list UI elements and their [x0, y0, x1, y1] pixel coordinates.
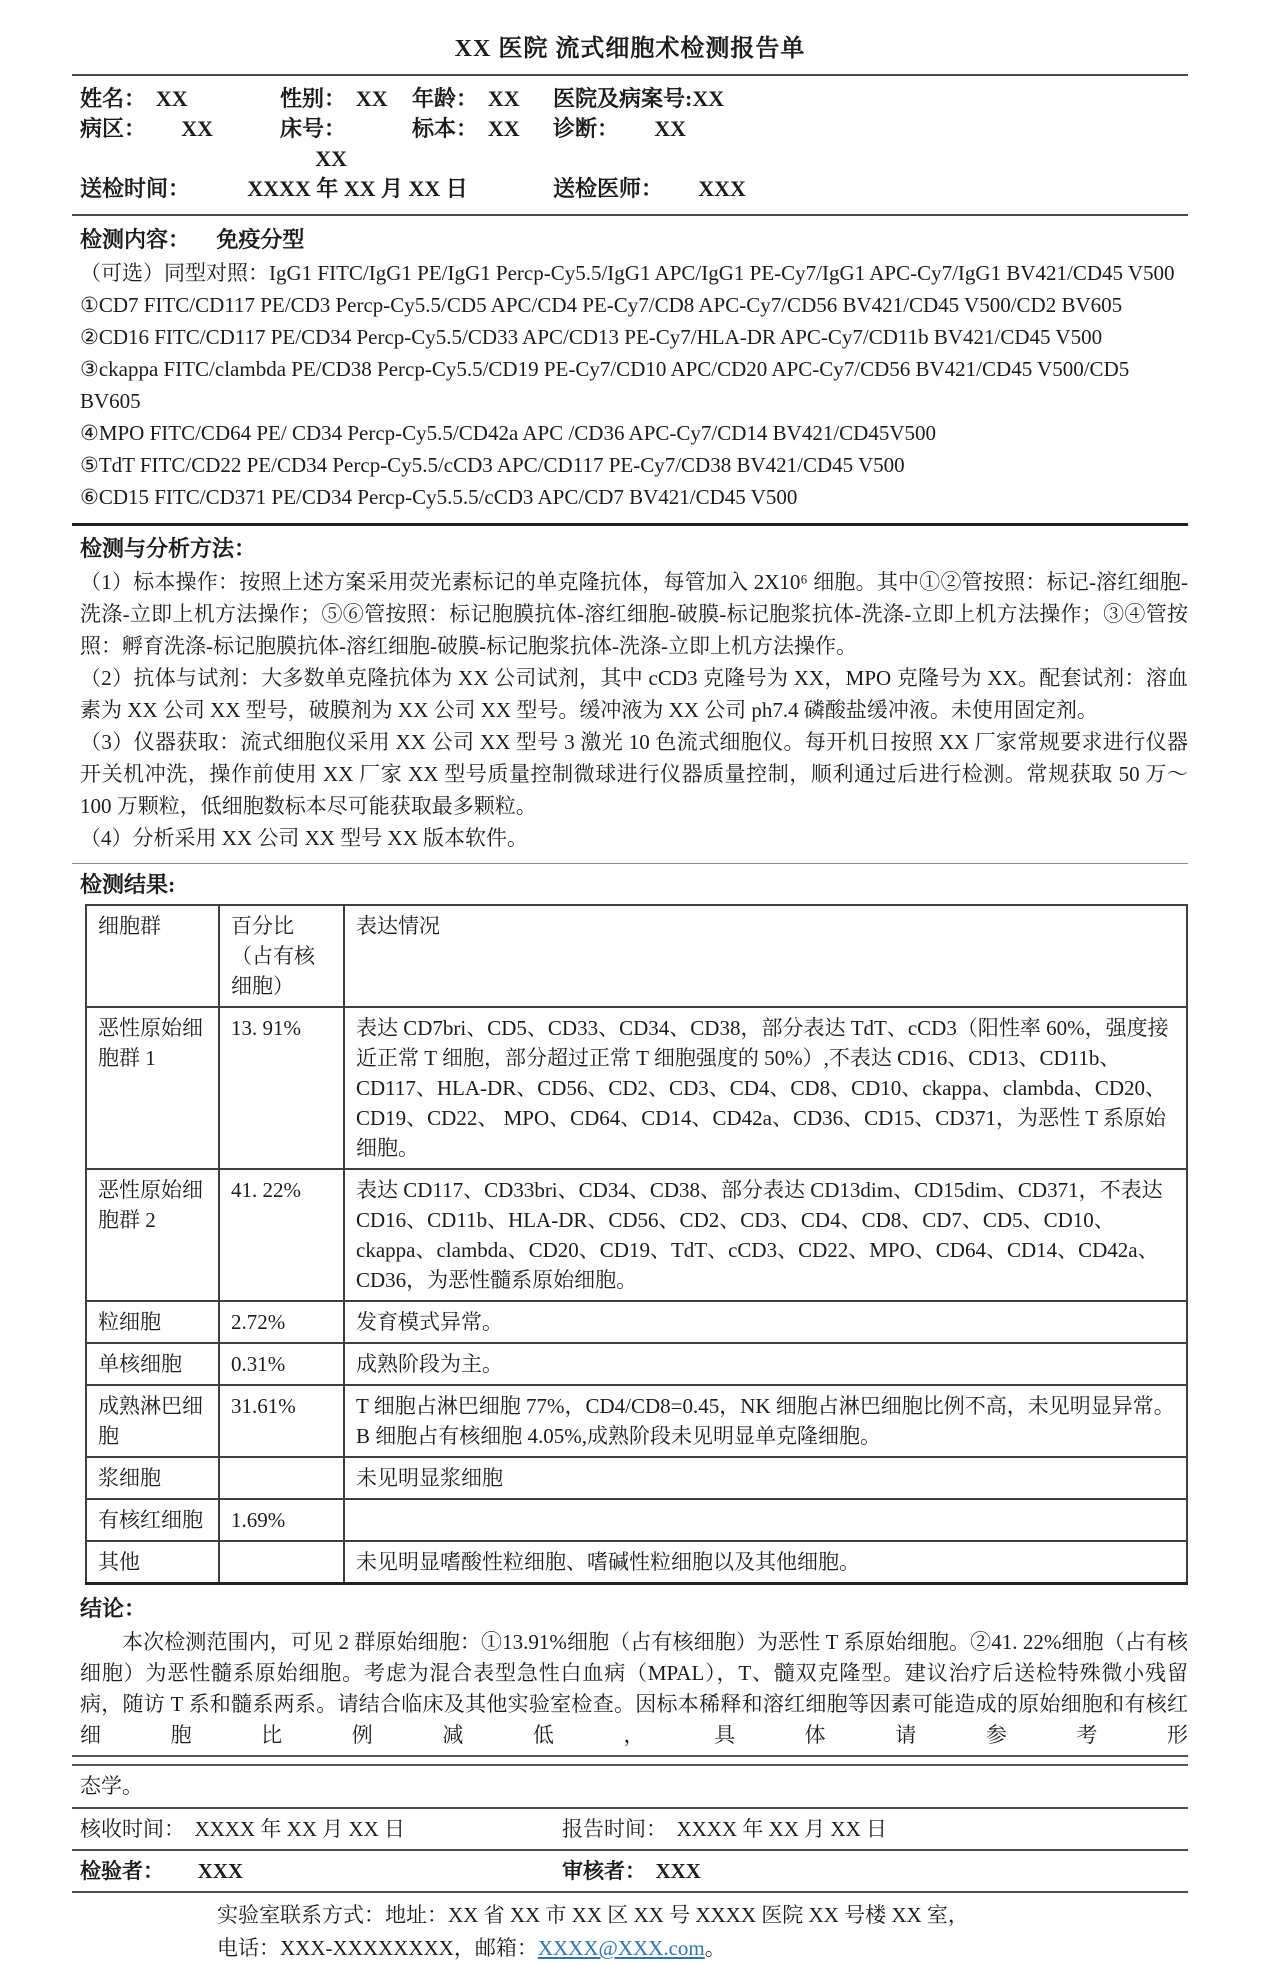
ward-label: 病区： — [80, 116, 147, 141]
send-time-value: XXXX 年 XX 月 XX 日 — [247, 176, 468, 201]
test-content-section — [72, 216, 1188, 523]
bed-value: XX — [315, 146, 347, 171]
contact-phone-line — [217, 1932, 1188, 1965]
times-row — [72, 1809, 1188, 1849]
methods-heading: 检测与分析方法： — [80, 536, 257, 561]
conclusion-heading: 结论： — [80, 1596, 147, 1621]
results-table — [85, 904, 1188, 1585]
results-header-row — [86, 905, 1187, 1007]
age-value: XX — [487, 86, 520, 111]
ward-value: XX — [181, 116, 213, 141]
contact-phone-prefix: 电话：XXX-XXXXXXXX，邮箱： — [217, 1936, 538, 1960]
panel-line-3: ③ckappa FITC/clambda PE/CD38 Percp-Cy5.5/CD19 PE-Cy7/CD10 APC/CD20 APC-Cy7/CD56 BV421/CD45 V500/CD5 BV605 — [80, 357, 1130, 413]
send-time-field — [80, 174, 553, 204]
send-time-label: 送检时间： — [80, 176, 191, 201]
diagnosis-label: 诊断： — [553, 116, 620, 141]
send-doctor-field — [553, 174, 1188, 204]
group-cell: 有核红细胞 — [86, 1499, 219, 1541]
panel-line-2: ②CD16 FITC/CD117 PE/CD34 Percp-Cy5.5/CD33 APC/CD13 PE-Cy7/HLA-DR APC-Cy7/CD11b BV421/CD45 V500 — [80, 325, 1103, 349]
group-cell: 粒细胞 — [86, 1301, 219, 1343]
examiner-field — [80, 1857, 562, 1885]
group-cell: 浆细胞 — [86, 1457, 219, 1499]
reviewer-value: XXX — [655, 1859, 701, 1883]
name-value: XX — [155, 86, 188, 111]
specimen-value: XX — [487, 116, 520, 141]
divider-above-results — [72, 863, 1188, 864]
table-row — [86, 1007, 1187, 1169]
patient-row-3 — [80, 174, 1188, 204]
hospital-no-field — [553, 84, 1188, 114]
group-cell: 单核细胞 — [86, 1343, 219, 1385]
expression-cell: 未见明显浆细胞 — [344, 1457, 1187, 1499]
reviewer-label: 审核者： — [562, 1859, 646, 1883]
percent-cell: 41. 22% — [219, 1169, 344, 1301]
expression-cell: 未见明显嗜酸性粒细胞、嗜碱性粒细胞以及其他细胞。 — [344, 1541, 1187, 1584]
header-cell-expression: 表达情况 — [344, 905, 1187, 1007]
method-paragraph-3: （3）仪器获取：流式细胞仪采用 XX 公司 XX 型号 3 激光 10 色流式细胞仪。每开机日按照 XX 厂家常规要求进行仪器开关机冲洗，操作前使用 XX 厂家 XX 型号质量控制微球进行仪器质量控制，顺利通过后进行检测。常规获取 50 万～100 万颗粒，低细胞数标本尽可能获取最多颗粒。 — [80, 730, 1188, 818]
gender-value: XX — [355, 86, 388, 111]
panel-line-4: ④MPO FITC/CD64 PE/ CD34 Percp-Cy5.5/CD42a APC /CD36 APC-Cy7/CD14 BV421/CD45V500 — [80, 421, 937, 445]
test-content-label: 检测内容： — [80, 227, 191, 252]
expression-cell: T 细胞占淋巴细胞 77%，CD4/CD8=0.45，NK 细胞占淋巴细胞比例不高，未见明显异常。B 细胞占有核细胞 4.05%,成熟阶段未见明显单克隆细胞。 — [344, 1385, 1187, 1457]
page-title: XX 医院 流式细胞术检测报告单 — [454, 36, 806, 62]
conclusion-tail: 态学。 — [80, 1774, 143, 1798]
gender-label: 性别： — [280, 86, 347, 111]
name-label: 姓名： — [80, 86, 147, 111]
table-row — [86, 1385, 1187, 1457]
expression-cell — [344, 1499, 1187, 1541]
email-link[interactable]: XXXX@XXX.com — [537, 1936, 705, 1960]
reviewer-field — [562, 1857, 1188, 1885]
receive-time-field — [80, 1815, 562, 1843]
hospital-no-value: XX — [692, 86, 725, 111]
name-field — [80, 84, 280, 114]
receive-time-value: XXXX 年 XX 月 XX 日 — [194, 1817, 406, 1841]
results-heading: 检测结果: — [80, 872, 176, 897]
bed-label: 床号： — [280, 116, 347, 141]
header-cell-percent: 百分比（占有核细胞） — [219, 905, 344, 1007]
patient-row-1 — [80, 84, 1188, 114]
percent-cell: 2.72% — [219, 1301, 344, 1343]
report-time-field — [562, 1815, 1188, 1843]
ward-field — [80, 114, 280, 174]
age-field — [412, 84, 553, 114]
percent-cell — [219, 1457, 344, 1499]
test-content-value: 免疫分型 — [216, 227, 305, 252]
table-row — [86, 1541, 1187, 1584]
method-paragraph-2: （2）抗体与试剂：大多数单克隆抗体为 XX 公司试剂，其中 cCD3 克隆号为 XX，MPO 克隆号为 XX。配套试剂：溶血素为 XX 公司 XX 型号，破膜剂为 XX 公司 XX 型号。缓冲液为 XX 公司 ph7.4 磷酸盐缓冲液。未使用固定剂。 — [80, 666, 1188, 722]
age-label: 年龄： — [412, 86, 479, 111]
group-cell: 恶性原始细胞群 1 — [86, 1007, 219, 1169]
conclusion-body: 本次检测范围内，可见 2 群原始细胞：①13.91%细胞（占有核细胞）为恶性 T 系原始细胞。②41. 22%细胞（占有核细胞）为恶性髓系原始细胞。考虑为混合表型急性白血病（MPAL），T、髓双克隆型。建议治疗后送检特殊微小残留病，随访 T 系和髓系两系。请结合临床及其他实验室检查。因标本稀释和溶红细胞等因素可能造成的原始细胞和有核红细胞比例减低，具体请参考形 — [80, 1630, 1188, 1747]
send-doctor-label: 送检医师： — [553, 176, 664, 201]
table-row — [86, 1499, 1187, 1541]
expression-cell: 表达 CD117、CD33bri、CD34、CD38、部分表达 CD13dim、CD15dim、CD371，不表达 CD16、CD11b、HLA-DR、CD56、CD2、CD3、CD4、CD8、CD7、CD5、CD10、ckappa、clambda、CD20、CD19、TdT、cCD3、CD22、MPO、CD64、CD14、CD42a、CD36，为恶性髓系原始细胞。 — [344, 1169, 1187, 1301]
table-row — [86, 1301, 1187, 1343]
group-cell: 成熟淋巴细胞 — [86, 1385, 219, 1457]
patient-info-section — [72, 76, 1188, 214]
expression-cell: 发育模式异常。 — [344, 1301, 1187, 1343]
panel-line-6: ⑥CD15 FITC/CD371 PE/CD34 Percp-Cy5.5.5/cCD3 APC/CD7 BV421/CD45 V500 — [80, 485, 798, 509]
percent-cell: 0.31% — [219, 1343, 344, 1385]
panel-line-5: ⑤TdT FITC/CD22 PE/CD34 Percp-Cy5.5/cCD3 APC/CD117 PE-Cy7/CD38 BV421/CD45 V500 — [80, 453, 905, 477]
diagnosis-value: XX — [654, 116, 686, 141]
methods-section — [72, 526, 1188, 863]
specimen-label: 标本： — [412, 116, 479, 141]
method-paragraph-4: （4）分析采用 XX 公司 XX 型号 XX 版本软件。 — [80, 826, 528, 850]
contact-line-period: 。 — [704, 1936, 726, 1960]
panel-line-1: ①CD7 FITC/CD117 PE/CD3 Percp-Cy5.5/CD5 APC/CD4 PE-Cy7/CD8 APC-Cy7/CD56 BV421/CD45 V500/CD2 BV605 — [80, 293, 1123, 317]
contact-info-section — [72, 1893, 1188, 1965]
test-content-heading — [80, 223, 1188, 257]
table-row — [86, 1169, 1187, 1301]
expression-cell: 成熟阶段为主。 — [344, 1343, 1187, 1385]
percent-cell: 1.69% — [219, 1499, 344, 1541]
send-doctor-value: XXX — [698, 176, 746, 201]
group-cell: 其他 — [86, 1541, 219, 1584]
patient-row-2 — [80, 114, 1188, 174]
signers-row — [72, 1851, 1188, 1891]
examiner-value: XXX — [197, 1859, 244, 1883]
diagnosis-field — [553, 114, 1188, 174]
table-row — [86, 1457, 1187, 1499]
expression-cell: 表达 CD7bri、CD5、CD33、CD34、CD38，部分表达 TdT、cCD3（阳性率 60%，强度接近正常 T 细胞，部分超过正常 T 细胞强度的 50%）,不表达 CD16、CD13、CD11b、CD117、HLA-DR、CD56、CD2、CD3、CD4、CD8、CD10、ckappa、clambda、CD20、CD19、CD22、 MPO、CD64、CD14、CD42a、CD36、CD15、CD371，为恶性 T 系原始细胞。 — [344, 1007, 1187, 1169]
conclusion-section — [72, 1593, 1188, 1751]
contact-address-line: 实验室联系方式：地址：XX 省 XX 市 XX 区 XX 号 XXXX 医院 XX 号楼 XX 室， — [217, 1903, 969, 1927]
specimen-field — [412, 114, 553, 174]
bed-field — [280, 114, 412, 174]
method-paragraph-1: （1）标本操作：按照上述方案采用荧光素标记的单克隆抗体，每管加入 2X10⁶ 细胞。其中①②管按照：标记-溶红细胞-洗涤-立即上机方法操作；⑤⑥管按照：标记胞膜抗体-溶红细胞-破膜-标记胞浆抗体-洗涤-立即上机方法操作；③④管按照：孵育洗涤-标记胞膜抗体-溶红细胞-破膜-标记胞浆抗体-洗涤-立即上机方法操作。 — [80, 570, 1189, 658]
percent-cell: 31.61% — [219, 1385, 344, 1457]
isotype-control-line: （可选）同型对照：IgG1 FITC/IgG1 PE/IgG1 Percp-Cy5.5/IgG1 APC/IgG1 PE-Cy7/IgG1 APC-Cy7/IgG1 BV421/CD45 V500 — [80, 261, 1175, 285]
gender-field — [280, 84, 412, 114]
group-cell: 恶性原始细胞群 2 — [86, 1169, 219, 1301]
percent-cell: 13. 91% — [219, 1007, 344, 1169]
percent-cell — [219, 1541, 344, 1584]
examiner-label: 检验者： — [80, 1859, 164, 1883]
hospital-no-label: 医院及病案号: — [553, 86, 693, 111]
page-break-divider — [72, 1755, 1188, 1766]
receive-time-label: 核收时间： — [80, 1817, 185, 1841]
report-time-value: XXXX 年 XX 月 XX 日 — [676, 1817, 888, 1841]
table-row — [86, 1343, 1187, 1385]
header-cell-group: 细胞群 — [86, 905, 219, 1007]
report-time-label: 报告时间： — [562, 1817, 667, 1841]
